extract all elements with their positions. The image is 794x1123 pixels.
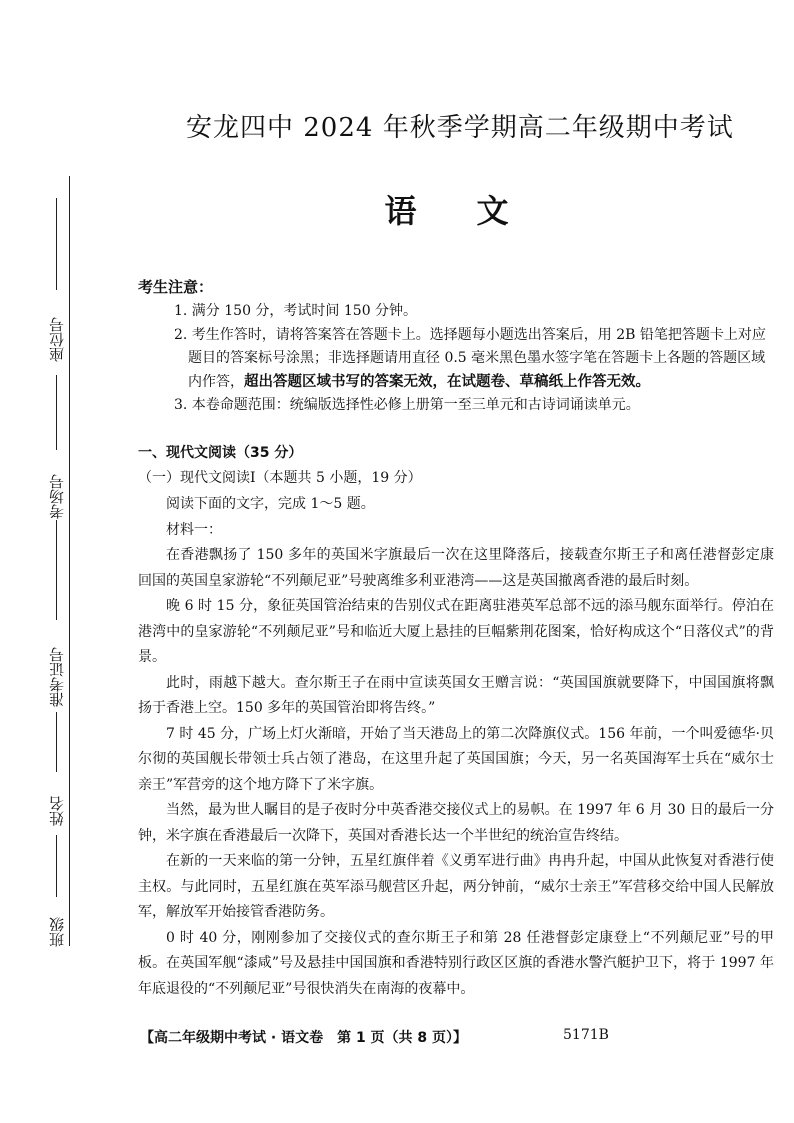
reading-passage xyxy=(138,492,774,1002)
notice-item-2-text: 2. 考生作答时，请将答案答在答题卡上。选择题每小题选出答案后，用 2B 铅笔把答题卡上对应题目的答案标号涂黑；非选择题请用直径 0.5 毫米黑色墨水签字笔在答题卡上各题的答题区域内作答， xyxy=(174,326,766,390)
page-footer xyxy=(140,1027,640,1047)
passage-paragraph: 此时，雨越下越大。查尔斯王子在雨中宣读英国女王赠言说：“英国国旗就要降下，中国国旗将飘扬于香港上空。150 多年的英国管治即将告终。” xyxy=(138,674,774,716)
passage-paragraph: 在香港飘扬了 150 多年的英国米字旗最后一次在这里降落后，接载查尔斯王子和离任港督彭定康回国的英国皇家游轮“不列颠尼亚”号驶离维多利亚港湾——这是英国撤离香港的最后时刻。 xyxy=(138,547,774,589)
passage-paragraph: 当然，最为世人瞩目的是子夜时分中英香港交接仪式上的易帜。在 1997 年 6 月 30 日的最后一分钟，米字旗在香港最后一次降下，英国对香港长达一个半世纪的统治宣告终结。 xyxy=(138,802,774,844)
passage-paragraph: 晚 6 时 15 分，象征英国管治结束的告别仪式在距离驻港英军总部不远的添马舰东面举行。停泊在港湾中的皇家游轮“不列颠尼亚”号和临近大厦上悬挂的巨幅紫荆花图案，恰好构成这个“日落仪式”的背景。 xyxy=(138,598,774,665)
name-label: 姓名 xyxy=(48,796,66,826)
ticket-label: 准考证号 xyxy=(48,647,66,707)
notice-item-3: 3. 本卷命题范围：统编版选择性必修上册第一至三单元和古诗词诵读单元。 xyxy=(174,397,640,413)
paper-code: 5171B xyxy=(563,1027,609,1043)
exam-room-field[interactable] xyxy=(46,375,68,519)
sub-section-heading: （一）现代文阅读Ⅰ（本题共 5 小题，19 分） xyxy=(138,470,422,486)
exam-room-label: 考场号 xyxy=(48,474,66,519)
seat-label: 座位号 xyxy=(48,317,66,362)
name-underline xyxy=(56,712,57,772)
exam-room-underline xyxy=(56,375,57,450)
passage-paragraph: 在新的一天来临的第一分钟，五星红旗伴着《义勇军进行曲》冉冉升起，中国从此恢复对香港行使主权。与此同时，五星红旗在英军添马舰营区升起，两分钟前，“威尔士亲王”军营移交给中国人民解放军，解放军开始接管香港防务。 xyxy=(138,853,774,920)
subject-title: 语文 xyxy=(384,192,569,230)
notice-item-1: 1. 满分 150 分，考试时间 150 分钟。 xyxy=(174,303,418,319)
notice-heading: 考生注意： xyxy=(138,278,214,296)
class-label: 班级 xyxy=(48,917,66,947)
notice-item-2 xyxy=(174,324,774,395)
footer-label: 【高二年级期中考试 · 语文卷 第 1 页（共 8 页）】 xyxy=(140,1030,468,1046)
notice-item-2-emphasis: 超出答题区域书写的答案无效，在试题卷、草稿纸上作答无效。 xyxy=(244,373,650,390)
class-field[interactable] xyxy=(46,835,68,945)
seat-field[interactable] xyxy=(46,198,68,368)
name-field[interactable] xyxy=(46,712,68,827)
class-underline xyxy=(56,835,57,897)
exam-title: 安龙四中 2024 年秋季学期高二年级期中考试 xyxy=(186,113,734,143)
binding-cut-line xyxy=(69,176,70,946)
ticket-field[interactable] xyxy=(46,520,68,705)
passage-paragraph: 0 时 40 分，刚刚参加了交接仪式的查尔斯王子和第 28 任港督彭定康登上“不列颠尼亚”号的甲板。在英国军舰“漆咸”号及悬挂中国国旗和香港特别行政区区旗的香港水警汽艇护卫下，将于 1997 年年底退役的“不列颠尼亚”号很快消失在南海的夜幕中。 xyxy=(138,929,774,997)
reading-instruction: 阅读下面的文字，完成 1～5 题。 xyxy=(166,496,375,512)
section-heading: 一、现代文阅读（35 分） xyxy=(138,445,303,461)
seat-underline xyxy=(56,198,57,290)
passage-paragraph: 7 时 45 分，广场上灯火渐暗，开始了当天港岛上的第二次降旗仪式。156 年前，一个叫爱德华·贝尔彻的英国舰长带领士兵占领了港岛，在这里升起了英国国旗；今天，另一名英国海军士兵在“威尔士亲王”军营旁的这个地方降下了米字旗。 xyxy=(138,725,774,793)
notice-list xyxy=(174,300,774,418)
ticket-underline xyxy=(56,520,57,620)
material-label: 材料一： xyxy=(166,521,222,538)
binding-margin xyxy=(0,0,95,1123)
